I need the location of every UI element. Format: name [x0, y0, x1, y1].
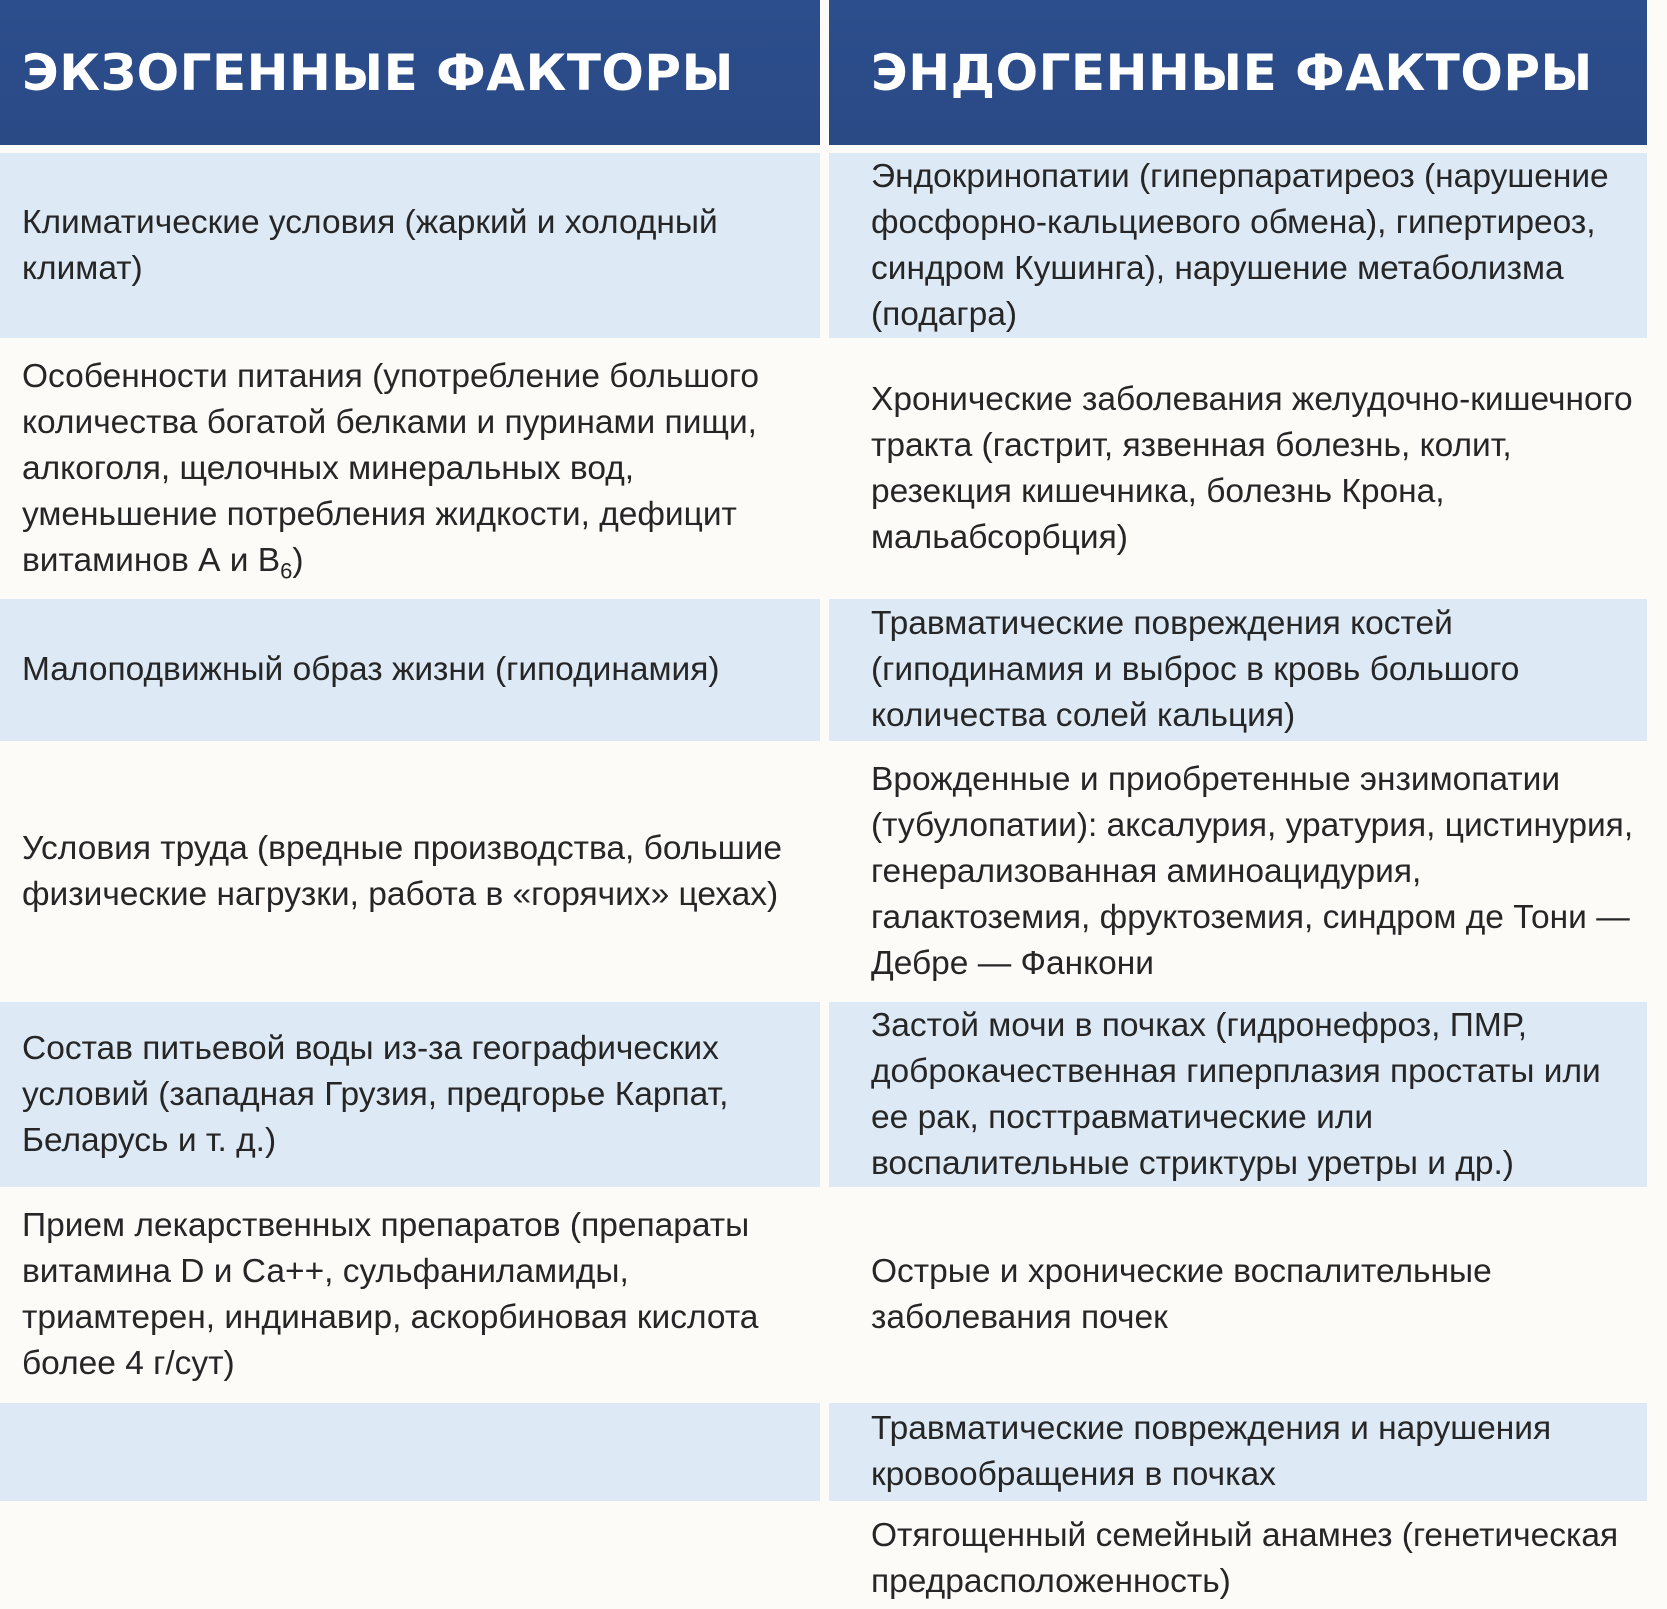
- endogenous-cell-6: [829, 1195, 1647, 1395]
- exogenous-cell-8: [0, 1509, 820, 1609]
- exogenous-text-2-subscript: 6: [280, 558, 293, 584]
- exogenous-cell-7: [0, 1403, 820, 1501]
- endogenous-cell-8: [829, 1509, 1647, 1609]
- exogenous-cell-5: [0, 1002, 820, 1187]
- endogenous-cell-2: [829, 346, 1647, 591]
- endogenous-text-5: Застой мочи в почках (гидронефроз, ПМР, доброкачественная гиперплазия простаты или ее рак, посттравматические или воспалительные стриктуры уретры и др.): [871, 1006, 1601, 1182]
- endogenous-text-2: Хронические заболевания желудочно-кишечного тракта (гастрит, язвенная болезнь, колит, резекция кишечника, болезнь Крона, мальабсорбция): [871, 380, 1633, 556]
- exogenous-cell-4: [0, 749, 820, 994]
- header-endogenous: [829, 0, 1647, 145]
- exogenous-text-3: Малоподвижный образ жизни (гиподинамия): [22, 651, 720, 688]
- endogenous-cell-1: [829, 153, 1647, 338]
- endogenous-text-3: Травматические повреждения костей (гиподинамия и выброс в кровь большого количества солей кальция): [871, 605, 1520, 734]
- endogenous-text-6: Острые и хронические воспалительные заболевания почек: [871, 1253, 1492, 1336]
- exogenous-cell-3: [0, 599, 820, 741]
- endogenous-cell-5: [829, 1002, 1647, 1187]
- exogenous-cell-2: [0, 346, 820, 591]
- endogenous-cell-4: [829, 749, 1647, 994]
- exogenous-text-1: Климатические условия (жаркий и холодный климат): [22, 203, 718, 287]
- exogenous-text-2: [22, 354, 790, 584]
- exogenous-cell-6: [0, 1195, 820, 1395]
- endogenous-text-8: Отягощенный семейный анамнез (генетическая предрасположенность): [871, 1517, 1619, 1600]
- header-exogenous: [0, 0, 820, 145]
- endogenous-text-7: Травматические повреждения и нарушения кровообращения в почках: [871, 1410, 1552, 1493]
- exogenous-text-2-main: Особенности питания (употребление большого количества богатой белками и пуринами пищи, алкоголя, щелочных минеральных вод, уменьшение потребления жидкости, дефицит витаминов А и В: [22, 357, 759, 579]
- exogenous-text-2-tail: ): [292, 541, 304, 579]
- exogenous-cell-1: [0, 153, 820, 338]
- endogenous-cell-7: [829, 1403, 1647, 1501]
- exogenous-text-6: Прием лекарственных препаратов (препараты витамина D и Са++, сульфаниламиды, триамтерен, индинавир, аскорбиновая кислота более 4 г/сут): [22, 1207, 759, 1382]
- header-exogenous-label: ЭКЗОГЕННЫЕ ФАКТОРЫ: [22, 43, 734, 102]
- endogenous-cell-3: [829, 599, 1647, 741]
- header-endogenous-label: ЭНДОГЕННЫЕ ФАКТОРЫ: [871, 43, 1593, 102]
- exogenous-text-5: Состав питьевой воды из-за географических условий (западная Грузия, предгорье Карпат, Беларусь и т. д.): [22, 1029, 729, 1159]
- exogenous-text-4: Условия труда (вредные производства, большие физические нагрузки, работа в «горячих» цехах): [22, 829, 782, 913]
- endogenous-text-4: Врожденные и приобретенные энзимопатии (тубулопатии): аксалурия, уратурия, цистинурия, генерализованная аминоацидурия, галактоземия, фруктоземия, синдром де Тони — Дебре — Фанкони: [871, 760, 1634, 982]
- endogenous-text-1: Эндокринопатии (гиперпаратиреоз (нарушение фосфорно-кальциевого обмена), гипертиреоз, синдром Кушинга), нарушение метаболизма (подагра): [871, 157, 1609, 333]
